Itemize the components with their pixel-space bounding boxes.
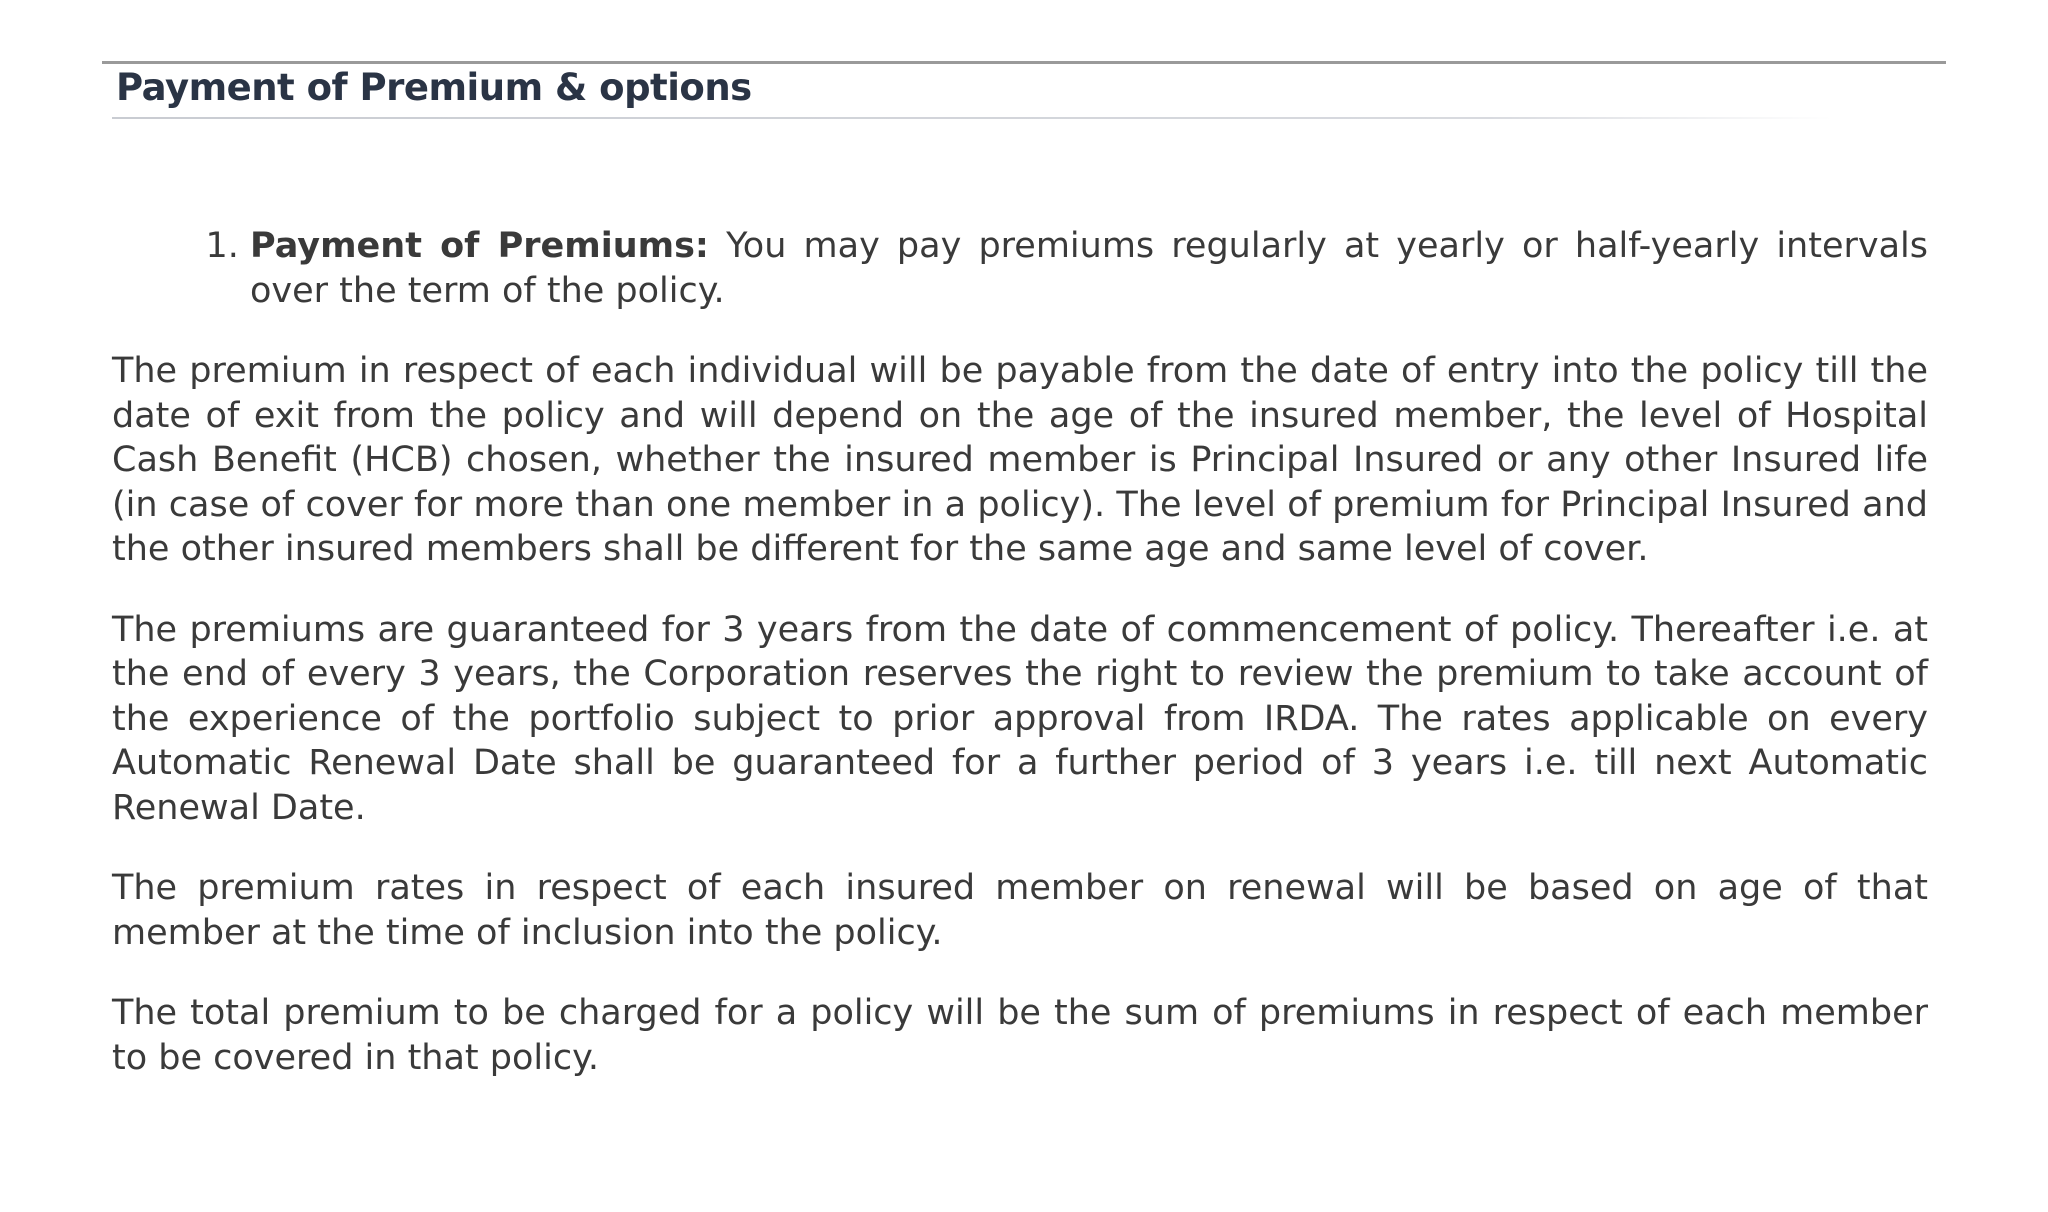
list-item-heading: Payment of Premiums: bbox=[250, 226, 709, 266]
list-item-payment-of-premiums bbox=[250, 224, 1928, 313]
section-body bbox=[112, 224, 1928, 1116]
top-divider bbox=[102, 61, 1946, 64]
list-item-text: You may pay premiums regularly at yearly or half-yearly intervals over the term of the policy. bbox=[250, 226, 1928, 311]
title-underline bbox=[112, 117, 1832, 119]
paragraph-premium-payable: The premium in respect of each individual will be payable from the date of entry into the policy till the date of exit from the policy and will depend on the age of the insured member, the level of Hospital Cash Benefit (HCB) chosen, whether the insured member is Principal Insured or any other Insured life (in case of cover for more than one member in a policy). The level of premium for Principal Insured and the other insured members shall be different for the same age and same level of cover. bbox=[112, 351, 1928, 569]
paragraph-renewal-rates: The premium rates in respect of each insured member on renewal will be based on age of that member at the time of inclusion into the policy. bbox=[112, 868, 1928, 953]
paragraph-premium-guarantee: The premiums are guaranteed for 3 years from the date of commencement of policy. Thereafter i.e. at the end of every 3 years, the Corporation reserves the right to review the premium to take account of the experience of the portfolio subject to prior approval from IRDA. The rates applicable on every Automatic Renewal Date shall be guaranteed for a further period of 3 years i.e. till next Automatic Renewal Date. bbox=[112, 609, 1928, 828]
numbered-list bbox=[112, 224, 1928, 313]
paragraph-total-premium: The total premium to be charged for a policy will be the sum of premiums in respect of each member to be covered in that policy. bbox=[112, 993, 1928, 1078]
section-title: Payment of Premium & options bbox=[116, 66, 752, 109]
